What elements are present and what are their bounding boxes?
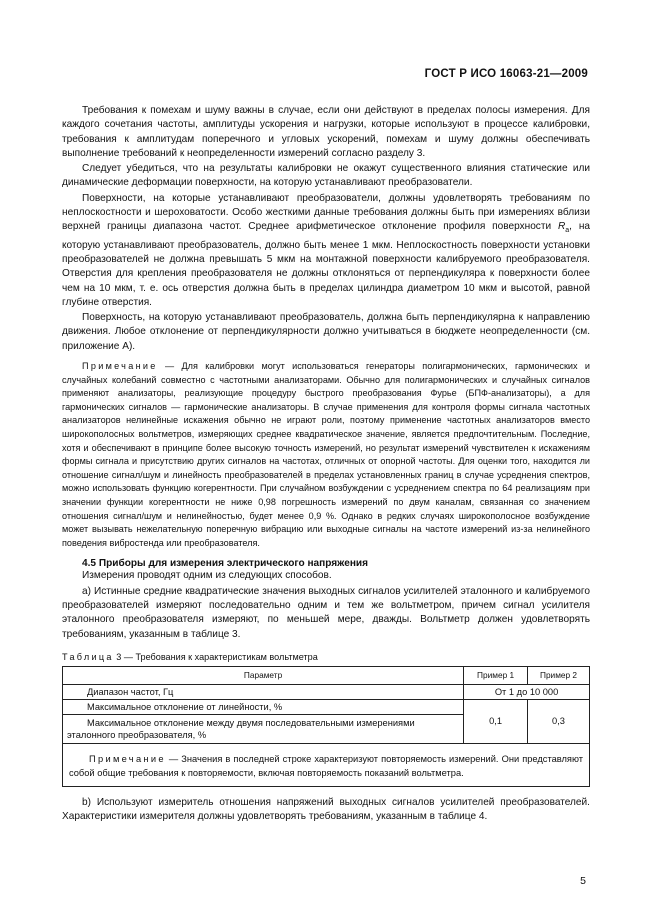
page-number: 5	[580, 875, 586, 887]
note-label: Примечание	[82, 361, 158, 372]
table-row	[63, 684, 590, 699]
roughness-subscript: a	[565, 227, 570, 235]
table-caption-text: 3 — Требования к характеристикам вольтметра	[116, 651, 318, 662]
table-note-label: Примечание	[89, 753, 166, 764]
section-intro: Измерения проводят одним из следующих способов.	[82, 570, 332, 582]
text-part: , на которую устанавливают преобразователь, должно быть менее 1 мкм. Неплоскостность поверхности установки преобразователей не должна превышать 5 мкм на монтажной поверхности калибруемого преобразователя. Отверстия для крепления преобразователя не должны отклоняться от перпендикуляра к поверхности более чем на 10 мкм, т. е. ось отверстия должна быть в пределах цилиндра диаметром 10 мкм и высотой, равной глубине отверстия.	[62, 221, 591, 308]
header-example-2: Пример 2	[528, 666, 590, 684]
roughness-symbol: R	[557, 221, 566, 233]
note-text: — Для калибровки могут использоваться генераторы полигармонических, гармонических и случайных колебаний совместно с частотными анализаторами. Обычно для полигармонических и случайных сигналов применяют анализаторы, реализующие процедуру быстрого преобразования Фурье (БПФ-анализаторы), а для гармонических сигналов — гармонические анализаторы. В случае применения для контроля формы сигнала частотных анализаторов нелинейные искажения обычно не играют роли, поэтому применение частотных анализаторов вместо широкополосных вольтметров, измеряющих среднее квадратическое значение, является предпочтительным. Последние, хотя и обеспечивают в принципе более высокую точность измерений, но результат измерений чувствителен к искажениям формы сигнала и присутствию других сигналов на частотах, отличных от опорной частоты. Для оценки того, находится ли отношение сигнал/шум и линейность преобразователей в пределах установленных границ в случае усреднения спектров, можно использовать функцию когерентности. При случайном возбуждении с усреднением спектра по 64 реализациям при значении функции когерентности не ниже 0,98 погрешность измерений по двум каналам, связанная со значением отношения сигнал/шум и нелинейностью, будет менее 0,9 %. Однако в редких случаях широкополосное возбуждение может вызывать нежелательную поперечную вибрацию или выходные сигналы на частоте измерений из-за нелинейного поведения вибростенда или преобразователя.	[62, 361, 590, 548]
item-a: а) Истинные средние квадратические значения выходных сигналов усилителей эталонного и калибруемого преобразователей измеряют последовательно одним и тем же вольтметром, причем сигнал усилителя эталонного преобразователя измеряют, по меньшей мере, дважды. Вольтметр должен удовлетворять требованиям, указанным в таблице 3.	[62, 585, 590, 640]
param-frequency-range: Диапазон частот, Гц	[63, 684, 464, 699]
table-note-text: — Значения в последней строке характеризуют повторяемость измерений. Они представляют собой общие требования к повторяемости, включая повторяемость показаний вольтметра.	[69, 753, 583, 778]
paragraph-mounting-surface	[62, 192, 590, 310]
header-example-1: Пример 1	[464, 666, 528, 684]
param-linearity: Максимальное отклонение от линейности, %	[63, 699, 464, 714]
value-example-1: 0,1	[464, 699, 528, 743]
standard-code-header: ГОСТ Р ИСО 16063-21—2009	[424, 68, 588, 80]
note-calibration-analyzers	[62, 360, 590, 550]
paragraph-deformation: Следует убедиться, что на результаты калибровки не окажут существенного влияния статические или динамические деформации поверхности, на которую устанавливают преобразователи.	[62, 163, 590, 189]
param-repeatability: Максимальное отклонение между двумя последовательными измерениями эталонного преобразователя, %	[63, 714, 464, 743]
table-caption	[62, 652, 590, 662]
item-b: b) Используют измеритель отношения напряжений выходных сигналов усилителей преобразователей. Характеристики измерителя должны удовлетворять требованиям, указанным в таблице 4.	[62, 796, 590, 823]
voltmeter-requirements-table	[62, 666, 590, 787]
paragraph-perpendicularity: Поверхность, на которую устанавливают преобразователь, должна быть перпендикулярна к направлению движения. Любое отклонение от перпендикулярности должно учитываться в бюджете неопределенности (см. приложение А).	[62, 312, 590, 352]
table-note	[63, 743, 590, 786]
table-caption-label: Таблица	[62, 651, 114, 662]
value-frequency-range: От 1 до 10 000	[464, 684, 590, 699]
header-parameter: Параметр	[63, 666, 464, 684]
table-header-row	[63, 666, 590, 684]
paragraph-interference: Требования к помехам и шуму важны в случае, если они действуют в пределах полосы измерения. Для каждого сочетания частоты, амплитуды ускорения и нагрузки, которые используют в процессе калибровки, требования к амплитудам поперечного и угловых ускорений, помехам и шуму должны обеспечивать выполнение требований к неопределенности измерений согласно разделу 3.	[62, 105, 590, 159]
page-content	[62, 104, 590, 824]
table-note-row	[63, 743, 590, 786]
section-title: 4.5 Приборы для измерения электрического напряжения	[82, 558, 369, 570]
text-part: Поверхности, на которые устанавливают преобразователи, должны удовлетворять требованиям по неплоскостности и шероховатости. Особо жесткими данные требования должны быть при измерениях вблизи верхней границы диапазона частот. Среднее арифметическое отклонение профиля поверхности	[62, 192, 590, 233]
table-row	[63, 699, 590, 714]
value-example-2: 0,3	[528, 699, 590, 743]
